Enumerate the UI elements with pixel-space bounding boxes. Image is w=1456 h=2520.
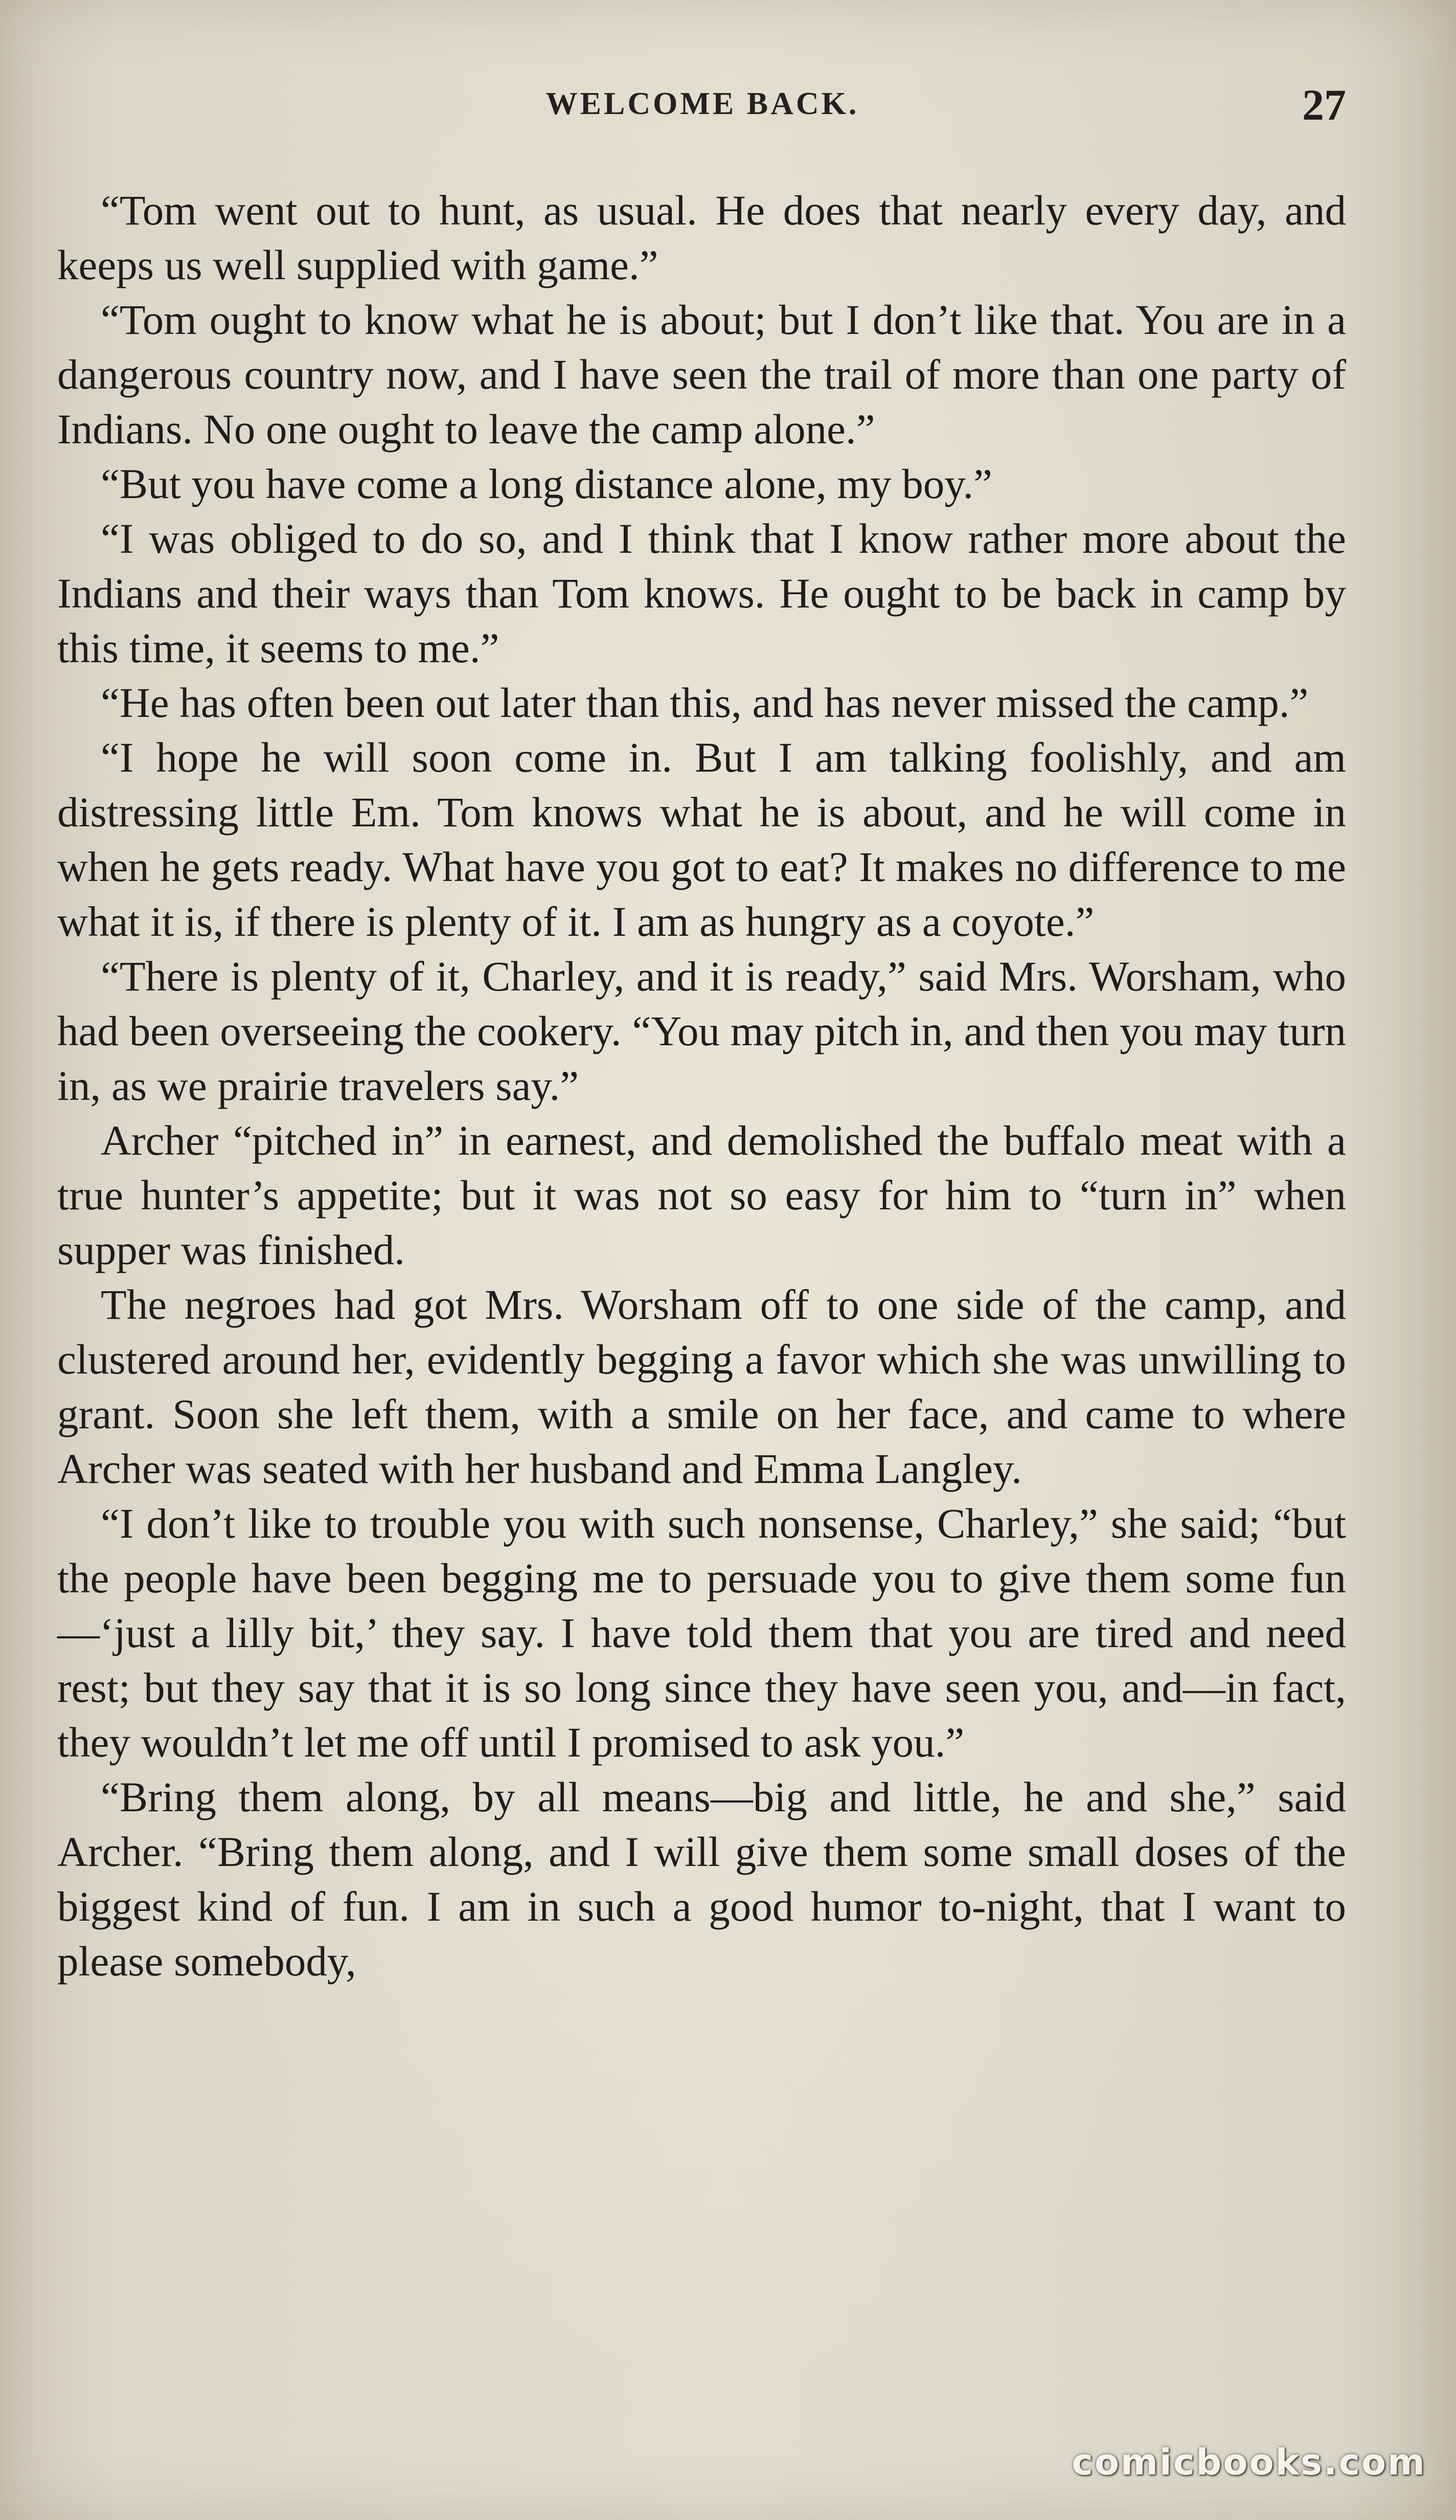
paragraph-5: “He has often been out later than this, and has never missed the camp.”	[101, 679, 1309, 726]
paragraph-2: “Tom ought to know what he is about; but I don’t like that. You are in a dangerous country now, and I have seen the trail of more than one party of Indians. No one ought to leave the camp alone.”	[57, 296, 1346, 453]
paragraph-11: “Bring them along, by all means—big and little, he and she,” said Archer. “Bring them along, and I will give them some small doses of the biggest kind of fun. I am in such a good humor to-night, that I want to please somebody,	[57, 1773, 1346, 1985]
paragraph-10: “I don’t like to trouble you with such nonsense, Charley,” she said; “but the people have been begging me to persuade you to give them some fun—‘just a lilly bit,’ they say. I have told them that you are tired and need rest; but they say that it is so long since they have seen you, and—in fact, they wouldn’t let me off until I promised to ask you.”	[57, 1500, 1346, 1766]
running-title: WELCOME BACK.	[545, 86, 859, 121]
watermark: comicbooks.com	[1072, 2441, 1426, 2483]
paragraph-4: “I was obliged to do so, and I think that I know rather more about the Indians and their ways than Tom knows. He ought to be back in camp by this time, it seems to me.”	[57, 515, 1346, 671]
page-header	[59, 77, 1346, 133]
paragraph-7: “There is plenty of it, Charley, and it is ready,” said Mrs. Worsham, who had been overseeing the cookery. “You may pitch in, and then you may turn in, as we prairie travelers say.”	[57, 953, 1346, 1109]
paragraph-1: “Tom went out to hunt, as usual. He does that nearly every day, and keeps us well supplied with game.”	[57, 187, 1346, 288]
body-text	[57, 183, 1346, 1989]
paragraph-9: The negroes had got Mrs. Worsham off to one side of the camp, and clustered around her, evidently begging a favor which she was unwilling to grant. Soon she left them, with a smile on her face, and came to where Archer was seated with her husband and Emma Langley.	[57, 1281, 1346, 1492]
paragraph-6: “I hope he will soon come in. But I am talking foolishly, and am distressing little Em. Tom knows what he is about, and he will come in when he gets ready. What have you got to eat? It makes no difference to me what it is, if there is plenty of it. I am as hungry as a coyote.”	[57, 734, 1346, 945]
page-number: 27	[1302, 80, 1346, 129]
paragraph-8: Archer “pitched in” in earnest, and demolished the buffalo meat with a true hunter’s appetite; but it was not so easy for him to “turn in” when supper was finished.	[57, 1117, 1346, 1273]
paragraph-3: “But you have come a long distance alone, my boy.”	[101, 460, 993, 507]
